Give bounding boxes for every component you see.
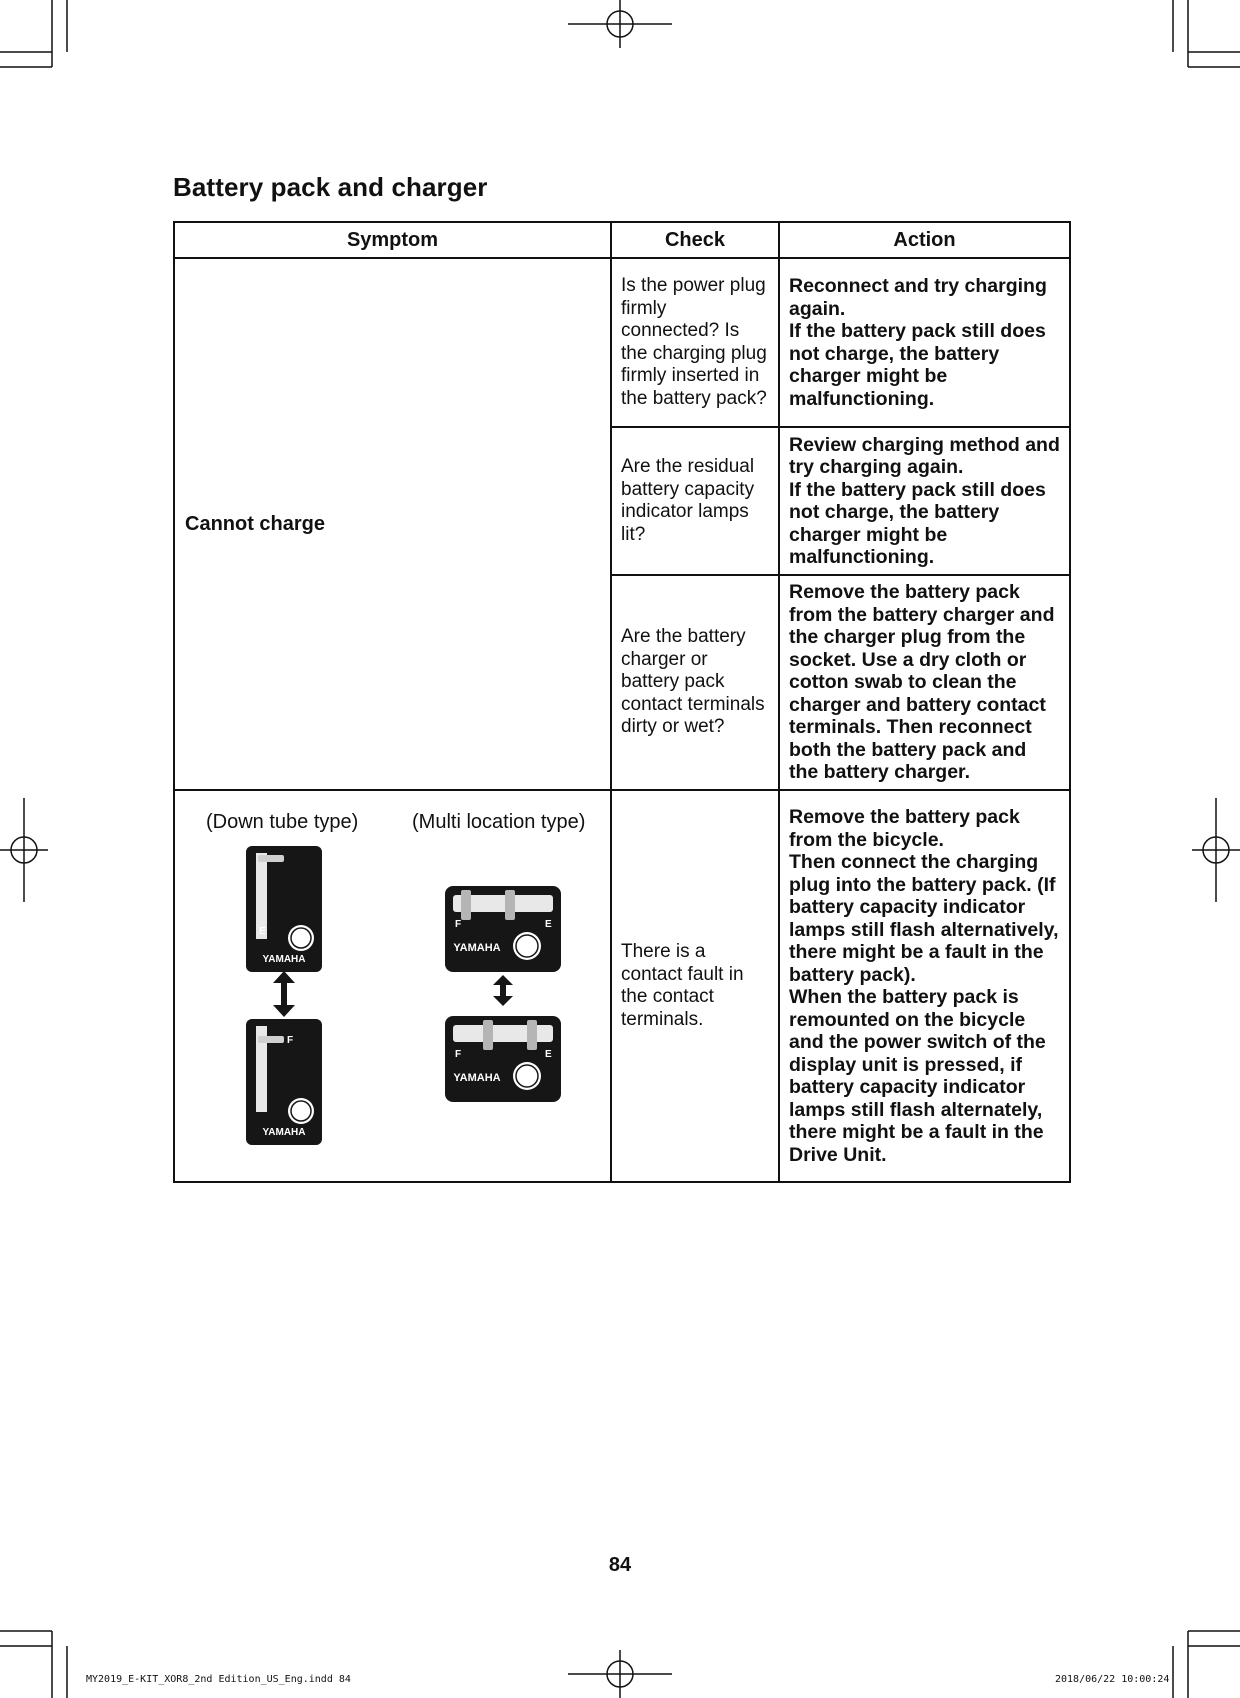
header-check: Check bbox=[611, 222, 779, 258]
down-tube-toggle-arrow bbox=[273, 971, 295, 1017]
header-symptom: Symptom bbox=[174, 222, 611, 258]
file-slug: MY2019_E-KIT_XOR8_2nd Edition_US_Eng.indd 84 bbox=[86, 1674, 351, 1685]
multi-location-brand: YAMAHA bbox=[453, 1072, 501, 1084]
symptom-cannot-charge: Cannot charge bbox=[174, 258, 611, 790]
multi-location-toggle-arrow bbox=[493, 975, 513, 1006]
down-tube-unit-top bbox=[246, 846, 322, 972]
battery-indicator-illustrations bbox=[175, 791, 608, 1179]
action-cell bbox=[779, 258, 1070, 427]
print-timestamp: 2018/06/22 10:00:24 bbox=[1055, 1674, 1170, 1685]
table-header-row bbox=[174, 222, 1070, 258]
action-cell: Remove the battery pack from the battery charger and the charger plug from the socket. Use a dry cloth or cotton swab to clean the charger and battery contact terminals. Then reconnect both the battery pack and the battery charger. bbox=[779, 575, 1070, 790]
action-text: Reconnect and try charging again. If the battery pack still does not charge, the battery charger might be malfunctioning. bbox=[789, 275, 1047, 410]
multi-location-full-mark: F bbox=[455, 919, 462, 930]
table-row bbox=[174, 258, 1070, 427]
header-action: Action bbox=[779, 222, 1070, 258]
check-cell: There is a contact fault in the contact terminals. bbox=[611, 790, 779, 1182]
check-cell: Are the battery charger or battery pack contact terminals dirty or wet? bbox=[611, 575, 779, 790]
down-tube-empty-mark: E bbox=[259, 926, 266, 937]
multi-location-empty-mark: E bbox=[545, 919, 552, 930]
down-tube-type-label: (Down tube type) bbox=[206, 811, 359, 833]
action-text: Remove the battery pack from the bicycle. Then connect the charging plug into the battery pack. (If battery capacity indicator lamps still flash alternatively, there might be a fault in the battery pack). When the battery pack is remounted on the bicycle and the power switch of the display unit is pressed, if battery capacity indicator lamps still flash alternately, there might be a fault in the Drive Unit. bbox=[789, 806, 1059, 1166]
check-cell: Is the power plug firmly connected? Is the charging plug firmly inserted in the battery pack? bbox=[611, 258, 779, 427]
down-tube-full-mark: F bbox=[287, 1035, 294, 1046]
check-cell: Are the residual battery capacity indicator lamps lit? bbox=[611, 427, 779, 575]
action-cell bbox=[779, 427, 1070, 575]
action-cell bbox=[779, 790, 1070, 1182]
multi-location-type-label: (Multi location type) bbox=[412, 811, 586, 833]
multi-location-unit-top bbox=[445, 886, 561, 972]
section-title: Battery pack and charger bbox=[173, 172, 488, 202]
action-text: Review charging method and try charging again. If the battery pack still does not charge, the battery charger might be malfunctioning. bbox=[789, 433, 1060, 568]
table-row bbox=[174, 790, 1070, 1182]
down-tube-brand: YAMAHA bbox=[262, 1127, 306, 1138]
multi-location-unit-bottom bbox=[445, 1016, 561, 1102]
down-tube-brand: YAMAHA bbox=[262, 954, 306, 965]
page-number: 84 bbox=[608, 1554, 632, 1576]
multi-location-brand: YAMAHA bbox=[453, 942, 501, 954]
multi-location-full-mark: F bbox=[455, 1049, 462, 1060]
down-tube-unit-bottom bbox=[246, 1019, 322, 1145]
troubleshooting-table bbox=[173, 221, 1071, 1183]
indicator-figures-cell bbox=[174, 790, 611, 1182]
multi-location-empty-mark: E bbox=[545, 1049, 552, 1060]
